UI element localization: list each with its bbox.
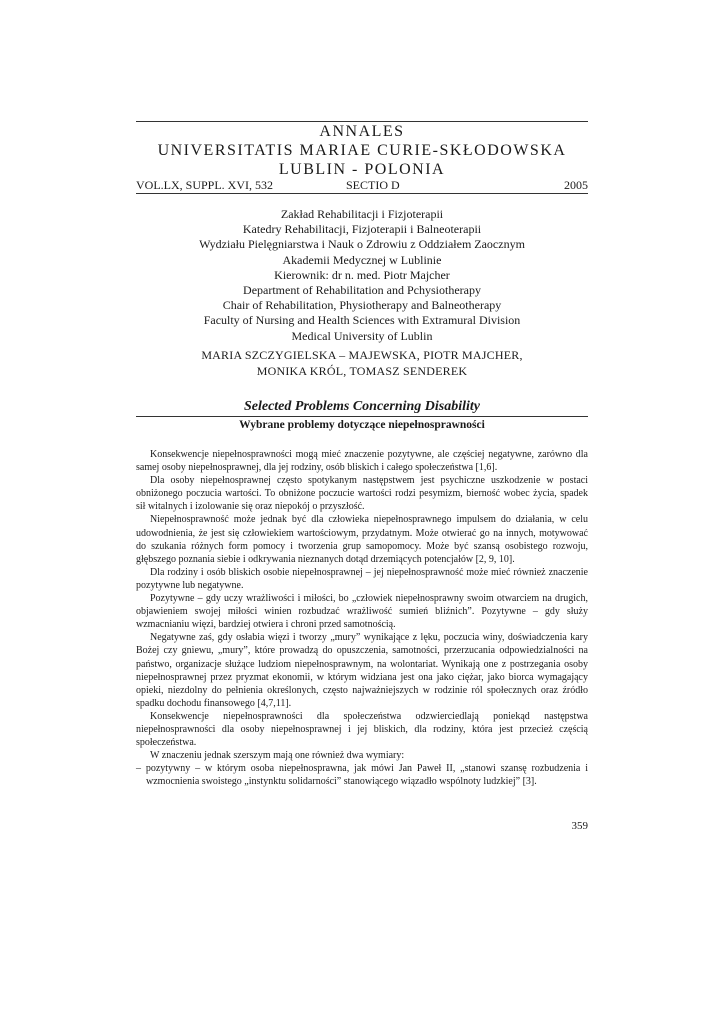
authors-line: MARIA SZCZYGIELSKA – MAJEWSKA, PIOTR MAJCHER, (201, 348, 523, 362)
year-label: 2005 (564, 178, 588, 192)
list-item: – pozytywny – w którym osoba niepełnosprawna, jak mówi Jan Paweł II, „stanowi szansę rozbudzenia i wzmocnienia swoistego „instynktu solidarności” stanowiącego wiązadło wspólnoty ludzkiej” [3]. (136, 763, 588, 788)
paragraph: Pozytywne – gdy uczy wrażliwości i miłości, bo „człowiek niepełnosprawny swoim otwarciem na drugich, objawieniem swojej miłości winien rozbudzać wrażliwość sumień bliźnich”. Pozytywne – gdy służy wzmacnianiu więzi, bardziej otwiera i chroni przed samotnością. (136, 593, 588, 631)
affiliation-line: Wydziału Pielęgniarstwa i Nauk o Zdrowiu z Oddziałem Zaocznym (199, 237, 525, 252)
paragraph: Dla osoby niepełnosprawnej często spotykanym następstwem jest psychiczne uszkodzenie w postaci obniżonego poczucia wartości. To obniżone poczucie wartości rodzi pesymizm, bierność wobec życia, spadek sił witalnych i izolowanie się oraz niepokój o przyszłość. (136, 475, 588, 513)
article-title-en: Selected Problems Concerning Disability (243, 399, 481, 414)
affiliation-block (136, 207, 588, 344)
affiliation-line: Faculty of Nursing and Health Sciences with Extramural Division (203, 313, 521, 328)
journal-location: LUBLIN - POLONIA (278, 161, 446, 178)
paragraph: Niepełnosprawność może jednak być dla człowieka niepełnosprawnego impulsem do działania, w celu udowodnienia, że jest się człowiekiem wartościowym, przydatnym. Może otwierać go na innych, motywować do szukania różnych form pomocy i tworzenia grup samopomocy. Może być szansą osobistego rozwoju, głębszego poznania siebie i odkrywania nieznanych dotąd drzemiących potencjałów [2, 9, 10]. (136, 514, 588, 565)
paragraph: Dla rodziny i osób bliskich osobie niepełnosprawnej – jej niepełnosprawność może mieć również znaczenie pozytywne lub negatywne. (136, 566, 588, 591)
affiliation-line: Department of Rehabilitation and Pchysiotherapy (243, 283, 481, 298)
header-rule (136, 193, 588, 194)
authors-block (136, 348, 588, 379)
article-title-pl: Wybrane problemy dotyczące niepełnosprawności (239, 419, 485, 431)
authors-line: MONIKA KRÓL, TOMASZ SENDEREK (256, 363, 468, 378)
section-label: SECTIO D (346, 178, 400, 192)
affiliation-line: Katedry Rehabilitacji, Fizjoterapii i Balneoterapii (242, 222, 482, 237)
volume-label: VOL.LX, SUPPL. XVI, 532 (136, 178, 274, 192)
article-body (136, 448, 588, 788)
paragraph: Konsekwencje niepełnosprawności mogą mieć znaczenie pozytywne, ale częściej negatywne, zarówno dla samej osoby niepełnosprawnej, dla jej rodziny, osób bliskich i całego społeczeństwa [1,6]. (136, 449, 588, 474)
affiliation-line: Chair of Rehabilitation, Physiotherapy and Balneotherapy (222, 298, 502, 313)
journal-name: ANNALES (319, 123, 405, 140)
paragraph: Negatywne zaś, gdy osłabia więzi i tworzy „mury” wynikające z lęku, poczucia winy, doświadczenia kary Bożej czy gniewu, „mury”, które prowadzą do opuszczenia, samotności, przerzucania odpowiedzialności na państwo, organizacje służące ludziom niepełnosprawnym, na wolontariat. Wynikają one z postrzegania osoby niepełnosprawnej przez pryzmat ekonomii, w którym widziana jest ona jako ciężar, jako biorca wymagający opieki, niezdolny do pełnienia określonych, często najważniejszych w rodzinie ról społecznych oraz źródło spadku dochodu finansowego [4,7,11]. (136, 632, 588, 709)
paragraph: Konsekwencje niepełnosprawności dla społeczeństwa odzwierciedlają poniekąd następstwa niepełnosprawności dla osoby niepełnosprawnej i jej bliskich, dla rodziny, która jest przecież częścią społeczeństwa. (136, 710, 588, 749)
affiliation-line: Zakład Rehabilitacji i Fizjoterapii (280, 207, 444, 221)
paragraph: W znaczeniu jednak szerszym mają one również dwa wymiary: (150, 750, 405, 762)
affiliation-line: Medical University of Lublin (291, 328, 433, 343)
title-rule (136, 416, 588, 417)
journal-university: UNIVERSITATIS MARIAE CURIE-SKŁODOWSKA (157, 142, 567, 159)
volume-row (136, 178, 588, 193)
affiliation-line: Kierownik: dr n. med. Piotr Majcher (274, 267, 450, 282)
affiliation-line: Akademii Medycznej w Lublinie (282, 252, 442, 267)
page-number: 359 (571, 820, 588, 832)
